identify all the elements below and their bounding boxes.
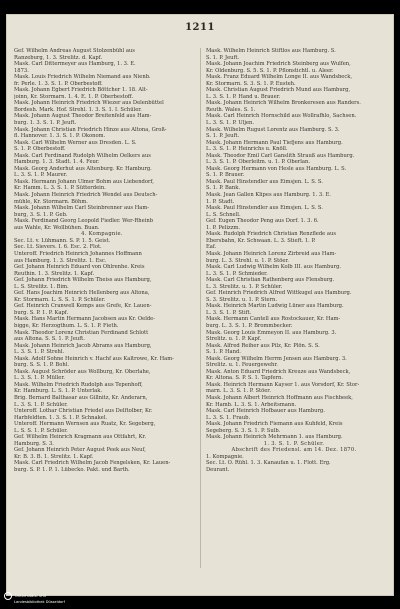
text-line: Gef. Wilhelm Heinrich Kragmann aus Ottfahrt, Kr. bbox=[14, 434, 146, 441]
text-line: L. 3. S. 1. P. Schüler. bbox=[14, 401, 68, 408]
text-line: Mask. Christian August Friedrich Mund aus Hamburg, bbox=[206, 87, 351, 94]
text-line: Gef. Heinrich Cranwell Kemps aus Grefe, Kr. Lauen- bbox=[14, 303, 152, 310]
text-line: L. S. S. 1. P. Schüler. bbox=[14, 427, 68, 434]
text-line: S. 1. P. Oberbestoff. bbox=[14, 146, 66, 153]
text-line: Mask. Anton Eduard Friedrich Kreuze aus Wandsbeck, bbox=[206, 368, 351, 375]
text-line: L. S. Strelitz. 1. Bim. bbox=[14, 283, 69, 290]
text-line: Gef. Johann Friedrich Wilhelm Theiss aus Hamburg, bbox=[14, 277, 152, 284]
text-line: Strelitz. u. 1. P. Kapf. bbox=[206, 336, 262, 343]
text-line: Mask. Alfred Reiher aus Pilz, Kr. Plön. S. S. bbox=[206, 342, 320, 349]
text-line: Mask. Paul Hinstendler aus Eimsjen. L. S. S. bbox=[206, 205, 323, 212]
text-line: Mask. Johann Wilhelm Carl Steinbrenner aus Ham- bbox=[14, 205, 150, 212]
text-line: Mask. Carl Friedrich Wilhelm Jacob Fengelsken, Kr. Lauen- bbox=[14, 460, 171, 467]
text-line: Gef. Heinrich Friedrich Alfred Wittkugel aus Hamburg. bbox=[206, 290, 352, 297]
text-line: Reuth. Wales. S. 1. bbox=[206, 106, 256, 113]
text-line: Sec. Lt. v. Lühmann. S. P. 1. 5. Geist. bbox=[14, 237, 111, 244]
text-line: marn. L. 3. S. 1. P. Stöer. bbox=[206, 388, 271, 395]
text-line: Mask. Johann Albert Heinrich Hoffmann aus Fischbeek, bbox=[206, 394, 353, 401]
text-line: fl. Hannover. 1. 3. S. 1. P. Ökonom. bbox=[14, 133, 106, 140]
text-line: 1. 3. S. 1. P. Schüler. bbox=[263, 440, 325, 447]
text-line: Kr. Hamb. L. 3. S. 1. Arbeitsmann. bbox=[206, 401, 297, 408]
text-line: Strelitz. u. 1. Feuergewehr. bbox=[206, 362, 278, 369]
text-line: Mask. Johann Heinrich Lorenz Zirbreid aus Ham- bbox=[206, 250, 337, 257]
text-line: Mask. Georg Anderhut aus Altenburg. Kr. Hamburg. bbox=[14, 165, 152, 172]
text-line: Mask. Johann Joachim Friedrich Steinberg aus Wulfen, bbox=[206, 61, 351, 68]
text-line: Mask. Wilhelm Rugust Lorentz aus Hamburg. S. 3. bbox=[206, 126, 340, 133]
text-line: 4. Kompagnie. bbox=[81, 231, 123, 238]
text-line: Gef. Hans Joachim Heinrich Hellenberg aus Altona, bbox=[14, 290, 150, 297]
text-line: Unteroff. Hermann Wernsen aus Ruatz, Kr. Segeberg, bbox=[14, 421, 156, 428]
text-line: burg. L. 3. S. 1. P. Brommbecker. bbox=[206, 322, 293, 329]
right-column bbox=[206, 48, 382, 474]
text-line: fr. Perle. 1. 3. S. 1. P. Oberbestoff. bbox=[14, 80, 103, 87]
text-line: Mask. Johann Heinrich Wilhelm Bronkeresen aus Randers. bbox=[206, 100, 361, 107]
text-line: Kr. Altona. S. P. S. 1. Tapfern. bbox=[206, 375, 284, 382]
library-label-2: Landesbibliothek Düsseldorf bbox=[14, 600, 65, 604]
text-line: Eaf. bbox=[206, 244, 217, 251]
text-line: Mask. Johann August Theodor Breitenfeld aus Ham- bbox=[14, 113, 152, 120]
text-line: L. 3. S. 1. P. Strehl. bbox=[14, 349, 65, 356]
text-line: Mask. Carl Ferdinand Rudolph Wilhelm Oelkers aus bbox=[14, 152, 151, 159]
text-line: Mask. Johann Heinrich Jacob Abrams aus Hamburg, bbox=[14, 342, 152, 349]
text-line: Mask. Heinrich Martin Ludwig Lüner aus Hamburg. bbox=[206, 303, 344, 310]
text-line: Mask. Hans Martin Hermann Jacobsen aus Kr. Oelde- bbox=[14, 316, 156, 323]
text-line: aus Wahle, Kr. Wollbühen. Buan. bbox=[14, 224, 100, 231]
text-line: Gef. Wilhelm Andreas August Stolzenbühl aus bbox=[14, 48, 135, 54]
text-line: burg. 1. 3. S. 1. P. Jeuft. bbox=[14, 120, 77, 127]
text-line: Gef. Johann Heinrich Peter August Peek aus Neuf, bbox=[14, 447, 146, 454]
text-line: Mask. Georg Wilhelm Herrm Jensen aus Hamburg. 3. bbox=[206, 355, 347, 362]
text-line: Mask. Theodor Lorenz Christian Ferdinand Schlott bbox=[14, 329, 149, 336]
text-line: Mask. Wilhelm Heinrich Stiftlos aus Hamburg. S. bbox=[206, 48, 336, 54]
text-line: S. 1. P. Brauer. bbox=[206, 172, 245, 179]
text-line: Mask. Theodor Emil Carl Ganslith Strauß aus Hamburg. bbox=[206, 152, 355, 159]
text-line: burg. S. S. 1. P. Bohl. bbox=[14, 362, 70, 369]
text-line: Hamburg. 1. 3. Stadt. 1. 4. Feur. bbox=[14, 159, 100, 166]
text-line: Mask. Wilhelm Friedrich Rudolph aus Tepenhoff, bbox=[14, 381, 143, 388]
text-line: burg, 3. S. 1. P. Geb. bbox=[14, 211, 68, 218]
text-line: Mask. Rudolph Friedrich Christian Renzflede aus bbox=[206, 231, 336, 238]
library-label-1: Universitäts- und bbox=[15, 594, 46, 598]
text-line: bigge, Kr. Herzogthum. L. S. 1. P. Fieth. bbox=[14, 322, 119, 329]
text-line: Kr. Hamm. L. 3. S. 1. P. Sütterdein. bbox=[14, 185, 106, 192]
text-line: Hamburg. S. 3. bbox=[14, 440, 54, 447]
text-line: Gef. Johann Heinrich Eduard von Ohlrenhe. Kreis bbox=[14, 264, 145, 271]
page-number: 1211 bbox=[185, 22, 215, 33]
text-line: aus Altona. S. S. 1. P. Jeuft. bbox=[14, 336, 85, 343]
left-column bbox=[14, 48, 190, 474]
text-line: L. 3. S. 1. P. Müller. bbox=[14, 375, 65, 382]
text-line: L. 3. Strelitz. u. 1. P. Schüler. bbox=[206, 283, 283, 290]
text-line: S. 1. P. Jeuft. bbox=[206, 54, 240, 61]
text-line: Ranzeburg, 1. 3. Strelitz. d. Kapf. bbox=[14, 54, 103, 61]
text-line: S. 1. P. Hand. bbox=[206, 349, 241, 356]
text-line: Deurant. bbox=[206, 467, 230, 473]
text-line: L. 3. S. 1. P. Stift. bbox=[206, 309, 252, 316]
text-line: S. 1. P. Bank. bbox=[206, 185, 241, 192]
text-line: Mask. Louis Friedrich Wilhelm Niemand aus Nienb. bbox=[14, 74, 151, 81]
text-line: Kr. Hamburg. L. S. 1. P. Unterlak. bbox=[14, 388, 103, 395]
text-line: 1. Kompagnie. bbox=[206, 453, 244, 460]
text-line: Mask. Carl Heinrich Hofbauer aus Hamburg. bbox=[206, 408, 325, 415]
text-line: Mask. Johann Christian Friedrich Hinze aus Altona, Groß- bbox=[14, 126, 167, 133]
text-line: Mask. Carl Wilhelm Werner aus Dresden. L. S. bbox=[14, 139, 137, 146]
text-line: Kr. Stormarn. S. 3. S. 1. P. Eusteh. bbox=[206, 80, 296, 87]
text-line: burg. S. P. 1. P. 1. Lübecko. Pakt. und Barth. bbox=[14, 467, 130, 473]
text-line: L. 3. S. 1. P. Schmieder. bbox=[206, 270, 268, 277]
text-line: Kr. Oldenburg. S. 5. S. 1. P. Pflonstichtl. u. Aleer. bbox=[206, 67, 334, 74]
text-line: Mask. Jean Gallen Klipes aus Hamburg. 1. 3. E. bbox=[206, 192, 331, 199]
column-divider bbox=[200, 48, 201, 568]
text-line: Mask. Franz Eduard Wilhelm Longe II. aus Wandsbeck, bbox=[206, 74, 353, 81]
text-line: S. 3. Strelitz. u. 1. P. Stern. bbox=[206, 296, 278, 303]
text-line: Abschrift des Friedensl. am 14. Dez. 1870. bbox=[231, 447, 357, 454]
text-line: Gef. Eugen Theodor Peng aus Dorf. 1. 3. 6. bbox=[206, 218, 319, 225]
text-line: Mask. Carl Christian Rathenberg aus Flensburg. bbox=[206, 277, 335, 284]
text-line: Mask. Johann Hermann Paul Tiefjens aus Hamburg. bbox=[206, 139, 343, 146]
text-line: Mask. Adolf Sohne Heinrich v. Hachf aus Kaltrowe, Kr. Ham- bbox=[14, 355, 174, 362]
text-line: Reuthin. 1. 3. Strelitz. 1. Kapf. bbox=[14, 270, 95, 277]
text-line: Mask. Paul Hinstendler aus Eimsjen. L. S. S. bbox=[206, 178, 323, 185]
text-line: burg. S. P. 1. P. Kapf. bbox=[14, 309, 69, 316]
text-line: Ebersbahn, Kr. Schwaan. L. 3. Stieft. 1. P. bbox=[206, 237, 316, 244]
text-line: L. 3. S. 1. P. Hand u. Brauer. bbox=[206, 93, 281, 100]
text-line: Unteroff. Friedrich Heinrich Johannes Hoffmann bbox=[14, 250, 142, 257]
text-line: S. 1. P. Jeuft. bbox=[206, 133, 240, 140]
text-line: 1. P. Stadt. bbox=[206, 198, 235, 205]
text-line: L. 3. S. 1. P. Heinrichs u. Knöll. bbox=[206, 146, 288, 153]
text-line: Mask. Hermann Cantell aus Rostockauer, Kr. Ham- bbox=[206, 316, 341, 323]
text-line: L. 3. S. 1. Fraub. bbox=[206, 414, 251, 421]
text-line: Mask. August Schröder aus Wollburg, Kr. Oberlahe, bbox=[14, 368, 151, 375]
text-line: Mask. Johann Egbert Friedrich Böttcher 1. 18. Alt- bbox=[14, 87, 148, 94]
text-line: Bordesh. Mark. Hof. Strehl. 1. 3. S. 1. I. Schüler. bbox=[14, 106, 142, 113]
library-logo-icon bbox=[4, 592, 12, 600]
text-line: Mask. Johann Heinrich Mehrmann 1. aus Hamburg. bbox=[206, 434, 343, 441]
text-line: 1873. bbox=[14, 67, 29, 74]
text-line: Mask. Carl Heinrich Hornschild aus Wollrafhlo, Sachsen. bbox=[206, 113, 357, 120]
text-line: L. 3. S. 1. P. Maurer. bbox=[14, 172, 68, 179]
text-line: Mask. Johann Friedrich Fiemann aus Kuhfeld, Kreis bbox=[206, 421, 343, 428]
text-line: Brig. Bernard Balthasar aus Gillnitz, Kr. Anderarn, bbox=[14, 394, 148, 401]
text-line: burg. L. 3. Strehl. u. 1. P. Stöer. bbox=[206, 257, 289, 264]
text-line: Harbfeldten. 1. 3. S. 1. P. Schnakel. bbox=[14, 414, 108, 421]
document-page bbox=[6, 14, 394, 596]
text-line: Mask. Johann Heinrich Friedrich Wendel aus Deutsch- bbox=[14, 192, 158, 199]
text-line: Mask. Hermann Johann Ulmer Bohm aus Liebendorf, bbox=[14, 178, 154, 185]
text-line: Mask. Carl Dittermeyer aus Hamburg, 1. 3. E. bbox=[14, 61, 136, 68]
text-line: 1. P. Pelizzm. bbox=[206, 224, 241, 231]
text-line: joinn, Kr. Stormarn. 1. 4. E. 1. P. Oberbestoff. bbox=[14, 93, 133, 100]
text-line: Mask. Georg Louis Emmeyon II. aus Hamburg. 3. bbox=[206, 329, 337, 336]
text-line: Mask. Georg Hermann von Hesle aus Hamburg. L. S. bbox=[206, 165, 347, 172]
text-line: Mask. Carl Ludwig Wilhelm Kolb III. aus Hamburg. bbox=[206, 264, 342, 271]
text-line: Sec. Lt. Sievers. I. 6. Esc. 2. Flot. bbox=[14, 244, 102, 251]
text-line: Sec. Lt. O. Rühl. 1. 3. Kanaufan u. 1. Flott. Erg. bbox=[206, 460, 331, 467]
text-line: mühle, Kr. Stormarn. Böhm. bbox=[14, 198, 88, 205]
text-line: Mask. Heinrich Hermann Kayser 1. aus Vorsdorf, Kr. Stor- bbox=[206, 381, 360, 388]
text-line: L. S. Schnell. bbox=[206, 211, 241, 218]
text-line: Kr. B. 3. B. 1. Strelitz. 1. Kapf. bbox=[14, 453, 94, 460]
text-line: L. 3. S. 1. P. Oberleitm. u. 1. P. Oberlan. bbox=[206, 159, 310, 166]
text-line: Kr. Stormarn. L. S. S. 1. P. Schüler. bbox=[14, 296, 106, 303]
text-line: aus Hamburg. 1. 3. Strelitz. 1. Esc. bbox=[14, 257, 107, 264]
library-watermark bbox=[4, 592, 65, 605]
text-line: Segeberg. S. 3. S. 1. P. Sulb. bbox=[206, 427, 281, 434]
text-line: Mask. Ferdinand Georg Leopold Fiedler. Wer-Rheinb bbox=[14, 218, 154, 225]
text-line: Unteroff. Lothar Christian Friedel aus Delftolber, Kr. bbox=[14, 408, 153, 415]
text-line: Mask. Johann Heinrich Friedrich Wiezer aus Delenbüttel bbox=[14, 100, 164, 107]
text-line: L. 3. S. 1. P. Uljen. bbox=[206, 120, 255, 127]
